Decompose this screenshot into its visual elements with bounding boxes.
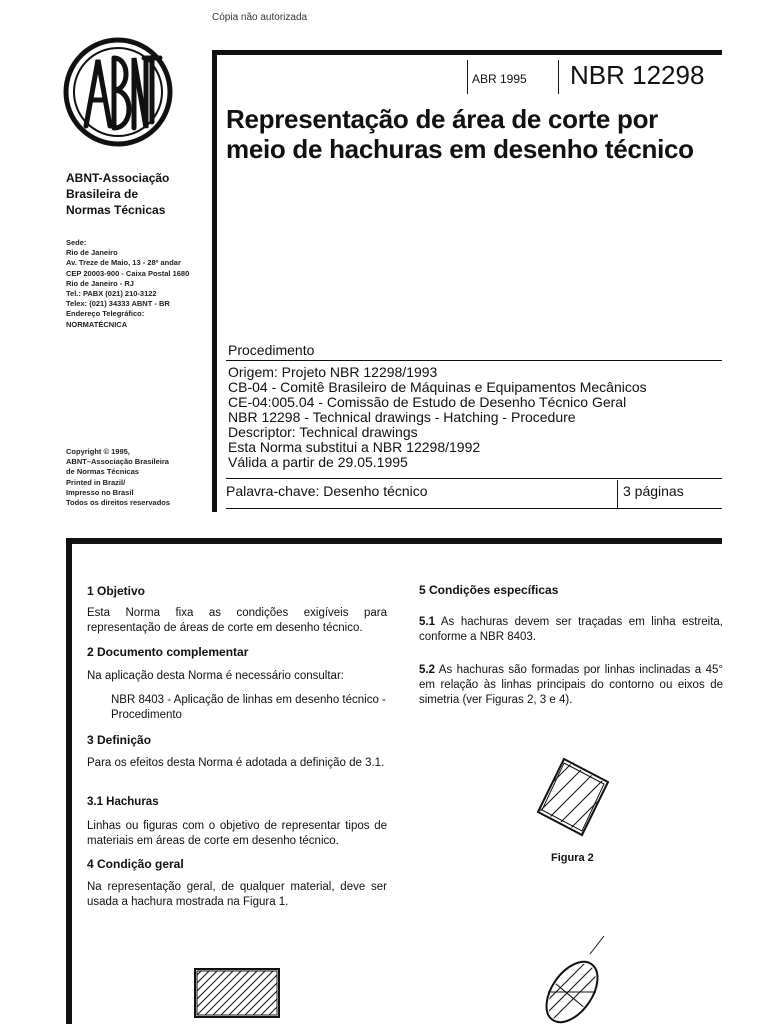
address-line: Av. Treze de Maio, 13 - 28º andar — [66, 258, 181, 268]
org-line: Brasileira de — [66, 187, 139, 201]
section-3-title: 3 Definição — [87, 733, 152, 747]
copyright-line: Todos os direitos reservados — [66, 498, 171, 508]
copyright-line: de Normas Técnicas — [66, 467, 139, 477]
title-line: Representação de área de corte por — [226, 104, 658, 134]
address-line: Rio de Janeiro — [66, 248, 118, 258]
figure-1-hatching — [194, 968, 280, 1018]
abnt-logo — [62, 36, 174, 148]
standard-code: NBR 12298 — [570, 60, 705, 90]
org-line: ABNT-Associação — [66, 171, 170, 185]
section-1-title: 1 Objetivo — [87, 584, 146, 598]
section-5-2 — [419, 663, 723, 708]
address-block — [66, 238, 189, 330]
section-2-title: 2 Documento complementar — [87, 645, 249, 659]
copyright-block — [66, 447, 170, 508]
origin-line: Válida a partir de 29.05.1995 — [228, 454, 408, 470]
origin-block — [228, 365, 647, 470]
keyword-rule-top — [226, 478, 722, 479]
address-line: Endereço Telegráfico: — [66, 309, 145, 319]
origin-line: Origem: Projeto NBR 12298/1993 — [228, 364, 438, 380]
section-3-text: Para os efeitos desta Norma é adotada a definição de 3.1. — [87, 757, 385, 769]
copyright-line: Printed in Brazil/ — [66, 477, 126, 487]
pages-separator — [617, 480, 618, 508]
section-4-title: 4 Condição geral — [87, 857, 184, 871]
copyright-line: Copyright © 1995, — [66, 447, 130, 456]
origin-line: CE-04:005.04 - Comissão de Estudo de Desenho Técnico Geral — [228, 394, 627, 410]
keyword-rule-bottom — [226, 508, 722, 509]
publication-date: ABR 1995 — [472, 72, 527, 86]
date-separator — [467, 60, 468, 94]
address-line: Telex: (021) 34333 ABNT - BR — [66, 299, 170, 309]
section-2-reference: NBR 8403 - Aplicação de linhas em desenho técnico - Procedimento — [111, 694, 386, 721]
section-5-1 — [419, 615, 723, 645]
section-4-text: Na representação geral, de qualquer material, deve ser usada a hachura mostrada na Figura 1. — [87, 881, 387, 908]
copyright-line: ABNT–Associação Brasileira — [66, 457, 169, 467]
section-5-1-number: 5.1 — [419, 616, 435, 628]
section-5-2-text: As hachuras são formadas por linhas inclinadas a 45° em relação às linhas principais do contorno ou eixos de simetria (ver Figuras 2, 3 e 4). — [419, 664, 723, 706]
address-line: Rio de Janeiro - RJ — [66, 278, 134, 288]
section-3-1-title: 3.1 Hachuras — [87, 796, 159, 808]
procedure-rule — [226, 360, 722, 361]
procedure-label: Procedimento — [228, 342, 315, 358]
origin-line: Descriptor: Technical drawings — [228, 424, 418, 440]
section-1-text: Esta Norma fixa as condições exigíveis para representação de áreas de corte em desenho técnico. — [87, 607, 387, 634]
origin-line: CB-04 - Comitê Brasileiro de Máquinas e Equipamentos Mecânicos — [228, 379, 647, 395]
title-line: meio de hachuras em desenho técnico — [226, 134, 694, 164]
origin-line: Esta Norma substitui a NBR 12298/1992 — [228, 439, 481, 455]
address-line: Sede: — [66, 238, 87, 247]
page2-top-rule — [66, 538, 722, 544]
section-2-text: Na aplicação desta Norma é necessário consultar: — [87, 670, 344, 682]
document-title — [226, 104, 694, 164]
code-separator — [558, 60, 559, 94]
keyword-label: Palavra-chave: Desenho técnico — [226, 483, 428, 499]
watermark-text: Cópia não autorizada — [212, 12, 308, 23]
address-line: CEP 20003-900 - Caixa Postal 1680 — [66, 268, 190, 278]
page-count: 3 páginas — [623, 483, 684, 499]
header-top-rule — [212, 50, 722, 55]
section-3-1-text: Linhas ou figuras com o objetivo de representar tipos de materiais em áreas de corte em desenho técnico. — [87, 820, 387, 847]
page2-left-rule — [66, 538, 72, 1024]
address-line: NORMATÉCNICA — [66, 319, 128, 329]
copyright-line: Impresso no Brasil — [66, 487, 134, 497]
figure-3-hatching — [534, 934, 614, 1024]
origin-line: NBR 12298 - Technical drawings - Hatching - Procedure — [228, 409, 576, 425]
header-left-rule — [212, 50, 217, 512]
org-name — [66, 170, 169, 218]
figure-2-hatching — [534, 755, 612, 839]
section-5-1-text: As hachuras devem ser traçadas em linha estreita, conforme a NBR 8403. — [419, 616, 724, 643]
section-5-2-number: 5.2 — [419, 664, 435, 676]
section-5-title: 5 Condições específicas — [419, 583, 559, 597]
address-line: Tel.: PABX (021) 210-3122 — [66, 289, 157, 299]
figure-2-label: Figura 2 — [551, 852, 594, 864]
org-line: Normas Técnicas — [66, 203, 166, 217]
